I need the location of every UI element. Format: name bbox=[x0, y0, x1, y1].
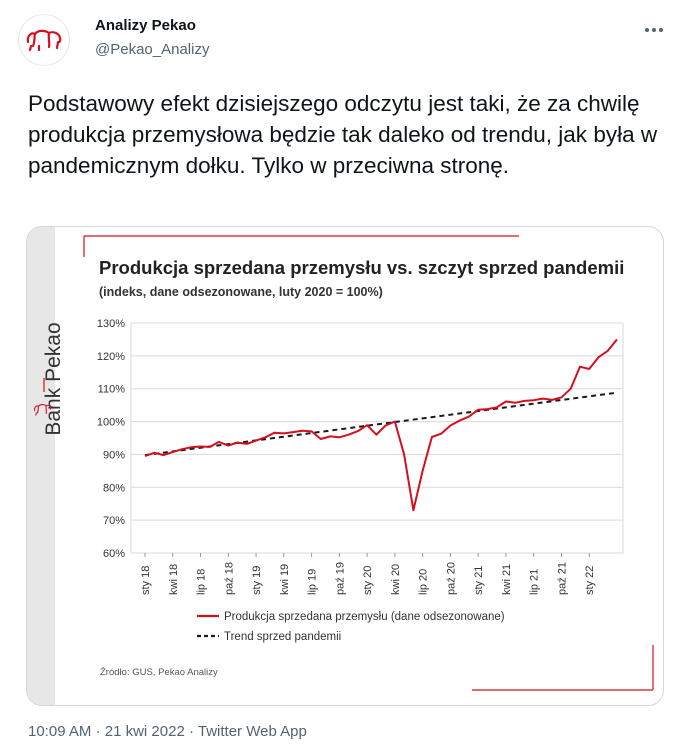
x-tick-label: lip 20 bbox=[417, 568, 430, 595]
y-tick-label: 130% bbox=[96, 318, 125, 330]
series-line-trend bbox=[145, 393, 617, 455]
x-tick-label: lip 19 bbox=[306, 568, 319, 595]
x-tick-label: lip 21 bbox=[528, 568, 541, 595]
meta-separator: · bbox=[95, 723, 101, 740]
chart-source: Źródło: GUS, Pekao Analizy bbox=[100, 667, 218, 678]
y-tick-label: 100% bbox=[96, 416, 125, 429]
meta-separator: · bbox=[188, 723, 194, 740]
legend-label-trend: Trend sprzed pandemii bbox=[224, 631, 342, 643]
x-tick-label: kwi 19 bbox=[278, 563, 291, 595]
brand-side-label: Bank Pekao bbox=[42, 322, 65, 436]
x-tick-label: paź 19 bbox=[334, 561, 347, 595]
tweet-text: Podstawowy efekt dzisiejszego odczytu jest taki, że za chwilę produkcja przemysłowa będzie tak daleko od trendu, jak była w pandemicznym dołku. Tylko w przeciwna stronę. bbox=[28, 91, 658, 178]
x-tick-label: sty 20 bbox=[362, 565, 375, 595]
x-tick-label: paź 21 bbox=[556, 561, 569, 595]
media-card[interactable] bbox=[26, 226, 664, 706]
legend-label-production: Produkcja sprzedana przemysłu (dane odsezonowane) bbox=[224, 611, 505, 623]
tweet-source[interactable]: Twitter Web App bbox=[197, 723, 307, 740]
author-name[interactable]: Analizy Pekao bbox=[95, 17, 196, 34]
tweet-meta bbox=[28, 723, 307, 740]
y-tick-label: 90% bbox=[102, 449, 125, 462]
bison-logo-icon bbox=[25, 28, 63, 52]
y-tick-label: 70% bbox=[102, 515, 125, 528]
x-tick-label: kwi 18 bbox=[167, 563, 180, 595]
tweet-time[interactable]: 10:09 AM bbox=[28, 723, 92, 740]
more-options-icon[interactable] bbox=[640, 16, 668, 44]
y-tick-label: 60% bbox=[102, 548, 125, 560]
x-tick-label: sty 18 bbox=[140, 565, 152, 595]
x-tick-label: kwi 20 bbox=[389, 563, 402, 595]
x-tick-label: paź 20 bbox=[445, 561, 458, 595]
chart bbox=[27, 227, 663, 705]
x-tick-label: sty 21 bbox=[473, 565, 486, 595]
avatar[interactable] bbox=[18, 14, 70, 66]
x-tick-label: paź 18 bbox=[223, 561, 236, 595]
x-tick-label: sty 22 bbox=[584, 565, 597, 595]
y-tick-label: 110% bbox=[97, 383, 125, 396]
brand-band bbox=[27, 227, 55, 705]
chart-title: Produkcja sprzedana przemysłu vs. szczyt sprzed pandemii bbox=[99, 257, 625, 278]
tweet-date[interactable]: 21 kwi 2022 bbox=[104, 723, 185, 740]
x-tick-label: kwi 21 bbox=[500, 563, 513, 595]
y-tick-label: 120% bbox=[96, 350, 125, 363]
y-tick-label: 80% bbox=[102, 482, 125, 495]
x-tick-label: lip 18 bbox=[195, 568, 208, 595]
chart-subtitle: (indeks, dane odsezonowane, luty 2020 = 100%) bbox=[99, 285, 383, 299]
author-handle[interactable]: @Pekao_Analizy bbox=[95, 41, 210, 58]
x-tick-label: sty 19 bbox=[251, 565, 264, 595]
